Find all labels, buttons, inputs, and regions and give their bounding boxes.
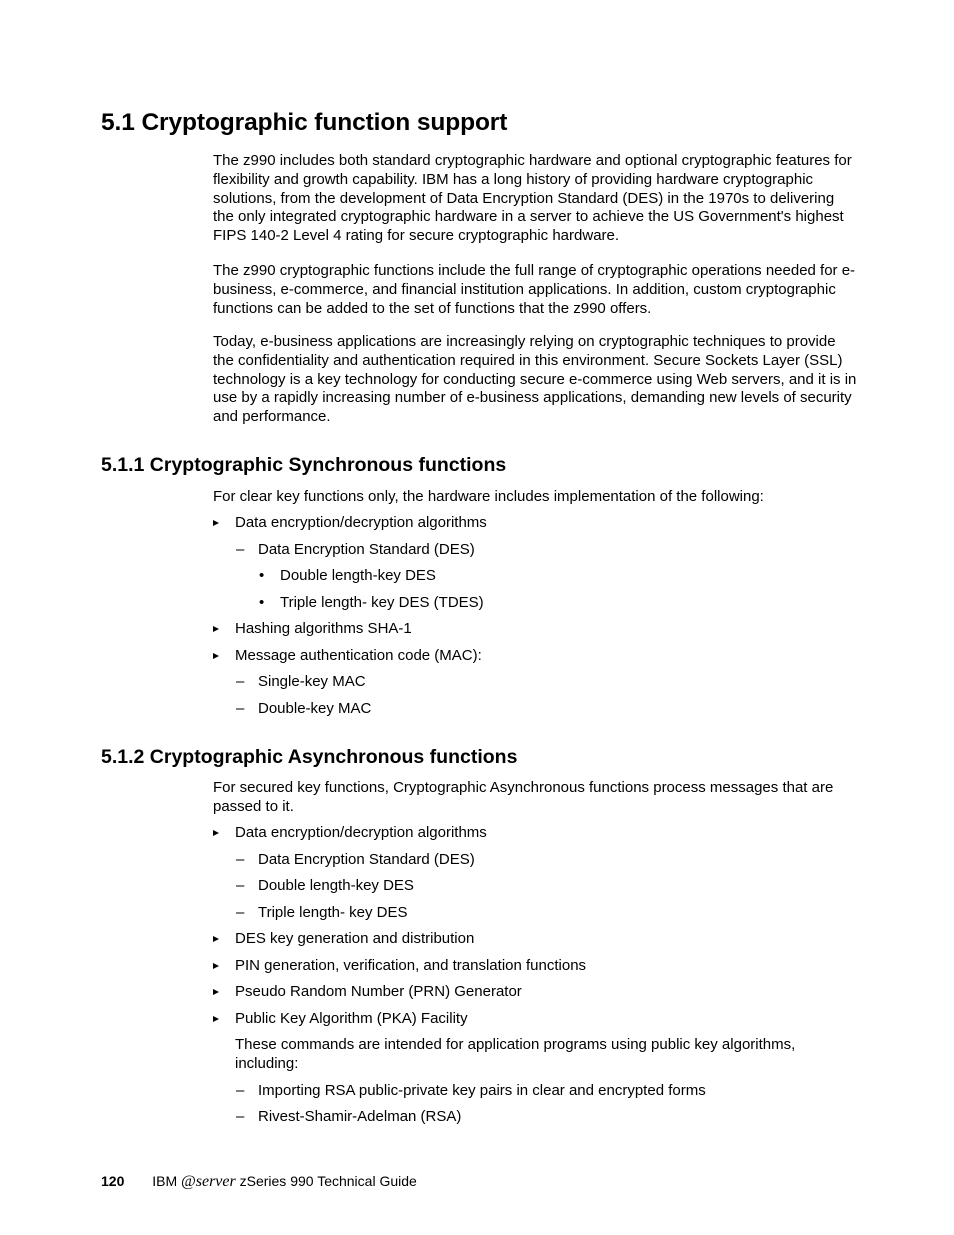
list-item: Single-key MAC bbox=[258, 673, 366, 690]
eserver-logo: @server bbox=[181, 1173, 236, 1190]
dash-marker: – bbox=[236, 877, 245, 894]
triangle-bullet-icon bbox=[213, 520, 219, 526]
async-functions-heading: 5.1.2 Cryptographic Asynchronous functions bbox=[101, 746, 518, 768]
triangle-bullet-icon bbox=[213, 989, 219, 995]
list-item: Double-key MAC bbox=[258, 700, 372, 717]
triangle-bullet-icon bbox=[213, 1016, 219, 1022]
dash-marker: – bbox=[236, 851, 245, 868]
list-item: Triple length- key DES bbox=[258, 904, 408, 921]
list-item: Data Encryption Standard (DES) bbox=[258, 541, 475, 558]
footer-guide-title: zSeries 990 Technical Guide bbox=[239, 1173, 417, 1189]
sync-intro: For clear key functions only, the hardware includes implementation of the following: bbox=[213, 488, 764, 505]
triangle-bullet-icon bbox=[213, 830, 219, 836]
triangle-bullet-icon bbox=[213, 653, 219, 659]
bullet-marker: • bbox=[259, 567, 265, 584]
intro-paragraph-3: Today, e-business applications are increasingly relying on cryptographic techniques to provide the confidentiality and authentication required in this environment. Secure Sockets Layer (SSL) technology is a key technology for conducting secure e-commerce using Web servers, and it is in use by a rapidly increasing number of e-business applications, demanding new levels of security and performance. bbox=[213, 333, 857, 426]
list-item: Public Key Algorithm (PKA) Facility bbox=[235, 1010, 468, 1027]
async-intro: For secured key functions, Cryptographic Asynchronous functions process messages that are passed to it. bbox=[213, 779, 834, 815]
dash-marker: – bbox=[236, 541, 245, 558]
dash-marker: – bbox=[236, 700, 245, 717]
dash-marker: – bbox=[236, 673, 245, 690]
triangle-bullet-icon bbox=[213, 626, 219, 632]
dash-marker: – bbox=[236, 1108, 245, 1125]
list-item: Double length-key DES bbox=[258, 877, 414, 894]
list-item: Rivest-Shamir-Adelman (RSA) bbox=[258, 1108, 462, 1125]
intro-paragraph-2: The z990 cryptographic functions include the full range of cryptographic operations needed for e-business, e-commerce, and financial institution applications. In addition, custom cryptographic functions can be added to the set of functions that the z990 offers. bbox=[213, 262, 856, 317]
triangle-bullet-icon bbox=[213, 963, 219, 969]
list-item: Importing RSA public-private key pairs in clear and encrypted forms bbox=[258, 1082, 706, 1099]
dash-marker: – bbox=[236, 904, 245, 921]
list-item: Triple length- key DES (TDES) bbox=[280, 594, 484, 611]
sync-functions-heading: 5.1.1 Cryptographic Synchronous functions bbox=[101, 454, 507, 476]
list-item: Data Encryption Standard (DES) bbox=[258, 851, 475, 868]
list-item: Hashing algorithms SHA-1 bbox=[235, 620, 412, 637]
list-item: Data encryption/decryption algorithms bbox=[235, 824, 487, 841]
list-item: Data encryption/decryption algorithms bbox=[235, 514, 487, 531]
section-title: 5.1 Cryptographic function support bbox=[101, 109, 508, 136]
footer-ibm: IBM bbox=[152, 1173, 178, 1189]
page-number: 120 bbox=[101, 1173, 125, 1189]
bullet-marker: • bbox=[259, 594, 265, 611]
list-item: PIN generation, verification, and translation functions bbox=[235, 957, 587, 974]
intro-paragraph-1: The z990 includes both standard cryptographic hardware and optional cryptographic features for flexibility and growth capability. IBM has a long history of providing hardware cryptographic solutions, from the development of Data Encryption Standard (DES) in the 1970s to delivering the only integrated cryptographic hardware in a server to achieve the US Government's highest FIPS 140-2 Level 4 rating for secure cryptographic hardware. bbox=[213, 152, 852, 245]
pka-note: These commands are intended for application programs using public key algorithms, including: bbox=[235, 1036, 796, 1072]
triangle-bullet-icon bbox=[213, 936, 219, 942]
list-item: Double length-key DES bbox=[280, 567, 436, 584]
list-item: Message authentication code (MAC): bbox=[235, 647, 482, 664]
page-footer bbox=[101, 1173, 417, 1191]
list-item: Pseudo Random Number (PRN) Generator bbox=[235, 983, 522, 1000]
list-item: DES key generation and distribution bbox=[235, 930, 475, 947]
dash-marker: – bbox=[236, 1082, 245, 1099]
